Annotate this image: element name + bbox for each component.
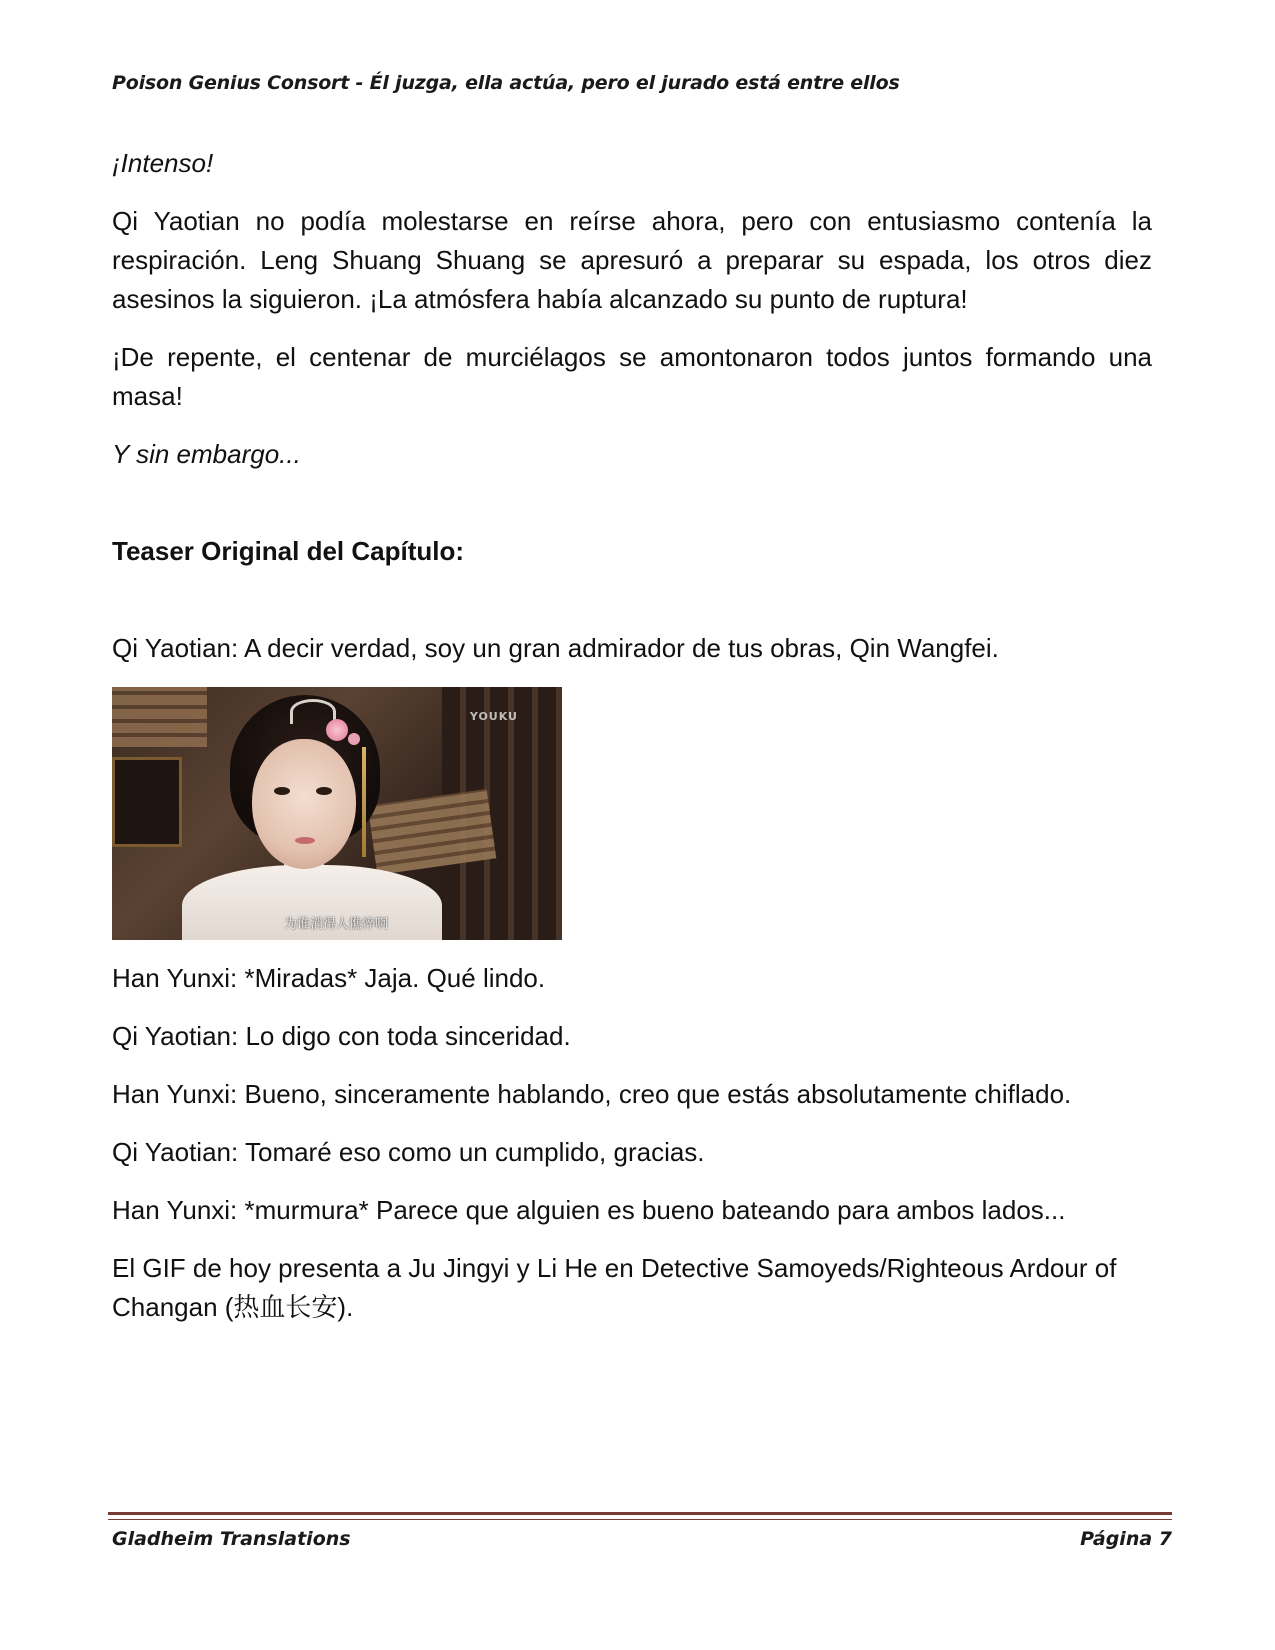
flower-hairpin (326, 719, 348, 741)
face (252, 739, 356, 869)
paragraph-qi-yaotian: Qi Yaotian no podía molestarse en reírse ahora, pero con entusiasmo contenía la respiración. Leng Shuang Shuang se apresuró a preparar su espada, los otros diez asesinos la siguieron. ¡La atmósfera había alcanzado su punto de ruptura! (112, 206, 1152, 314)
drama-still-image (112, 687, 562, 940)
dialogue-line-4: Han Yunxi: Bueno, sinceramente hablando, creo que estás absolutamente chiflado. (112, 1079, 1072, 1109)
paragraph-intenso: ¡Intenso! (112, 148, 214, 178)
hair-ornament (290, 699, 336, 724)
footer-publisher: Gladheim Translations (112, 1528, 351, 1550)
hairpin-tassel (362, 747, 366, 857)
left-eye (274, 787, 290, 795)
page-header: Poison Genius Consort - Él juzga, ella actúa, pero el jurado está entre ellos (112, 72, 900, 94)
video-subtitle: 为谁消得人憔悴啊 (284, 917, 389, 932)
dialogue-line-6: Han Yunxi: *murmura* Parece que alguien es bueno bateando para ambos lados... (112, 1195, 1066, 1225)
right-eye (316, 787, 332, 795)
gif-note: El GIF de hoy presenta a Ju Jingyi y Li He en Detective Samoyeds/Righteous Ardour of Changan (热血长安). (112, 1253, 1117, 1322)
page-number: Página 7 (1080, 1528, 1172, 1550)
section-heading: Teaser Original del Capítulo: (112, 536, 465, 566)
dialogue-line-2: Han Yunxi: *Miradas* Jaja. Qué lindo. (112, 963, 546, 993)
cabinet (112, 757, 182, 847)
dialogue-line-1: Qi Yaotian: A decir verdad, soy un gran admirador de tus obras, Qin Wangfei. (112, 633, 999, 663)
paragraph-sin-embargo: Y sin embargo... (112, 439, 301, 469)
lips (295, 837, 315, 844)
dialogue-line-5: Qi Yaotian: Tomaré eso como un cumplido, gracias. (112, 1137, 705, 1167)
dialogue-line-3: Qi Yaotian: Lo digo con toda sinceridad. (112, 1021, 571, 1051)
footer-divider (108, 1512, 1172, 1520)
document-body (112, 144, 1152, 1346)
flower-hairpin-small (348, 733, 360, 745)
scroll-rack (112, 687, 207, 747)
paragraph-murcielagos: ¡De repente, el centenar de murciélagos se amontonaron todos juntos formando una masa! (112, 342, 1152, 411)
video-watermark: YOUKU (469, 710, 518, 723)
